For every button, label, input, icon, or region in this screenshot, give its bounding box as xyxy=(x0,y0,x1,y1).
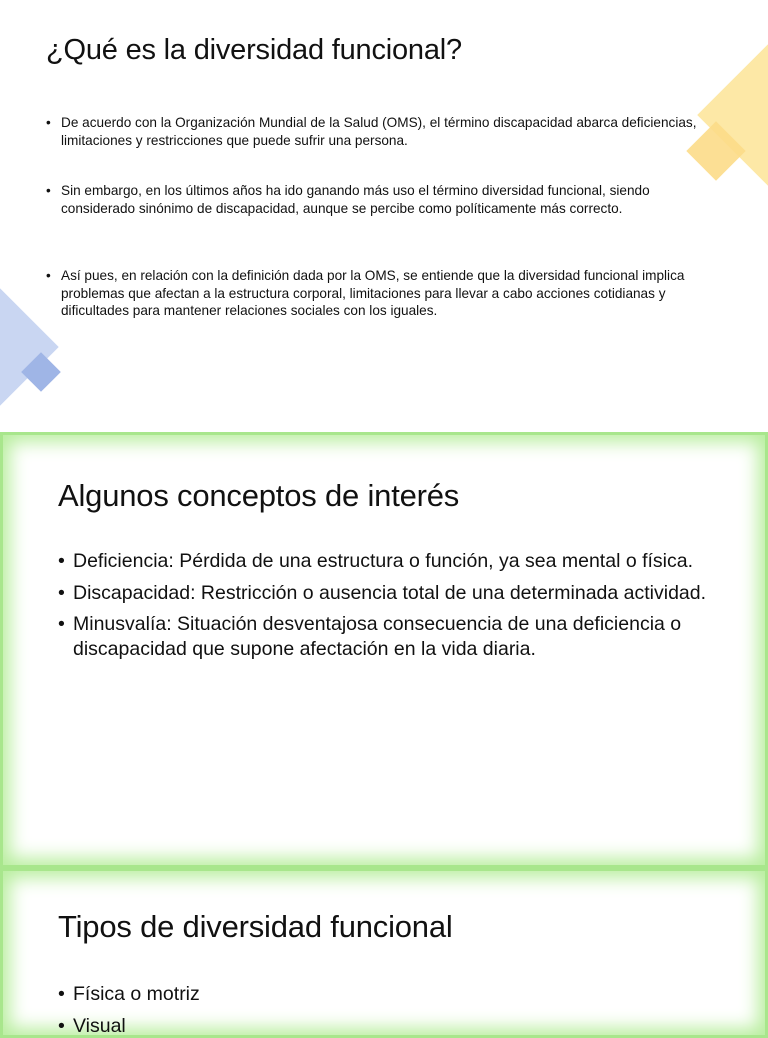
slide-title: Algunos conceptos de interés xyxy=(58,478,459,514)
slide-title: Tipos de diversidad funcional xyxy=(58,909,453,945)
list-item: • Visual xyxy=(58,1014,718,1038)
list-item: • Sin embargo, en los últimos años ha ido ganando más uso el término diversidad funcional, siendo considerado sinónimo de discapacidad, aunque se percibe como políticamente más correcto. xyxy=(46,182,726,217)
list-item: • De acuerdo con la Organización Mundial de la Salud (OMS), el término discapacidad abarca deficiencias, limitaciones y restricciones que puede sufrir una persona. xyxy=(46,114,726,149)
slide-what-is-functional-diversity xyxy=(0,0,768,432)
list-item: • Deficiencia: Pérdida de una estructura o función, ya sea mental o física. xyxy=(58,549,718,574)
bullet-list xyxy=(58,549,718,668)
bullet-list xyxy=(58,982,718,1038)
list-item: • Minusvalía: Situación desventajosa consecuencia de una deficiencia o discapacidad que supone afectación en la vida diaria. xyxy=(58,612,718,661)
slide-title: ¿Qué es la diversidad funcional? xyxy=(46,34,462,67)
list-item: • Así pues, en relación con la definición dada por la OMS, se entiende que la diversidad funcional implica problemas que afectan a la estructura corporal, limitaciones para llevar a cabo acciones cotidianas y dificultades para mantener relaciones sociales con los iguales. xyxy=(46,267,726,320)
list-item: • Discapacidad: Restricción o ausencia total de una determinada actividad. xyxy=(58,581,718,606)
slide-concepts-of-interest xyxy=(0,432,768,868)
list-item: • Física o motriz xyxy=(58,982,718,1007)
slide-types-of-functional-diversity xyxy=(0,868,768,1038)
